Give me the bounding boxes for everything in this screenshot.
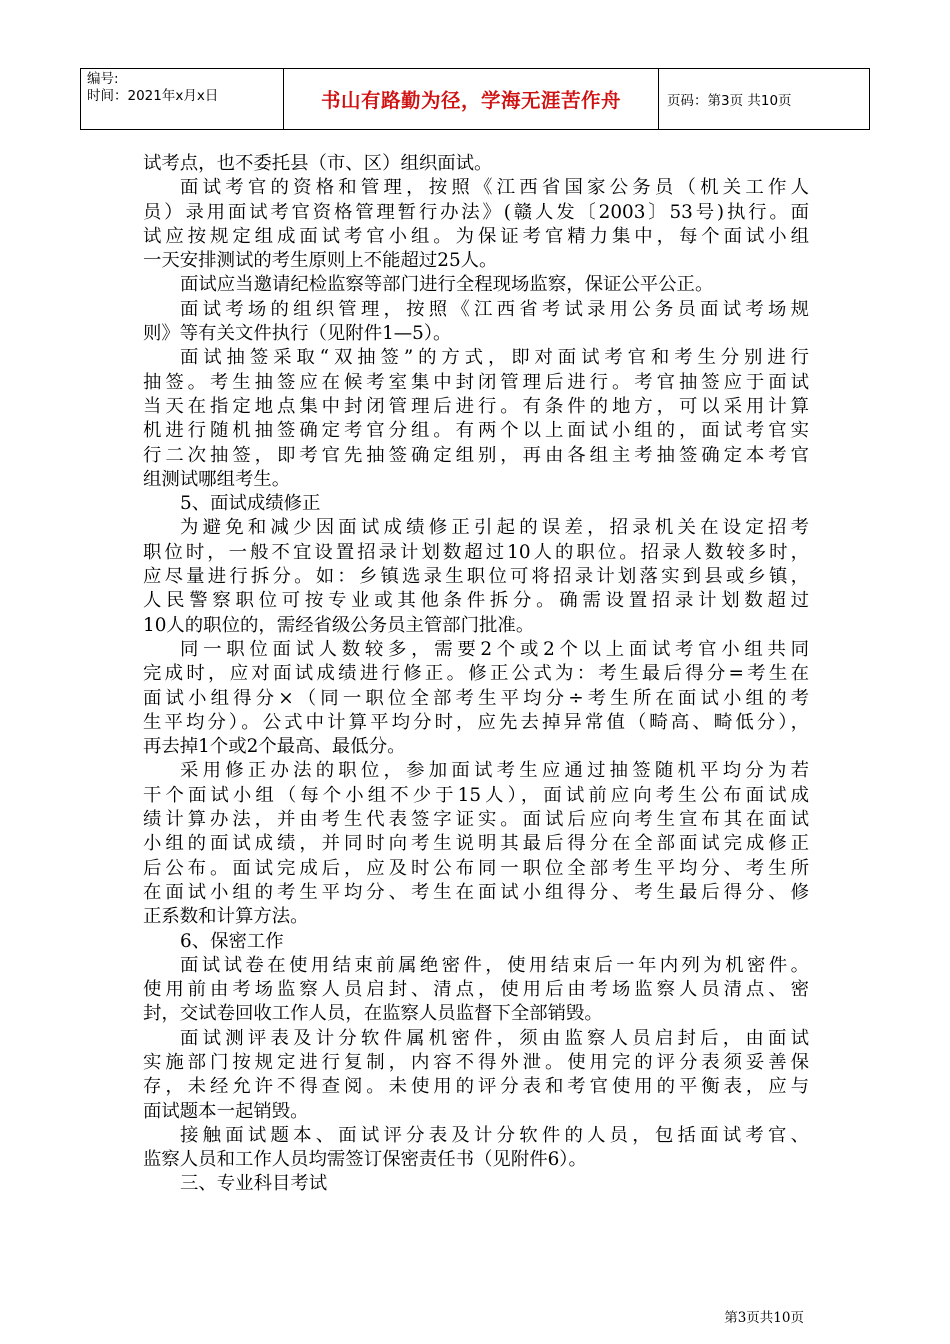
text-line: 绩计算办法，并由考生代表签字证实。面试后应向考生宣布其在面试 (143, 809, 809, 831)
text-line: 试考点，也不委托县（市、区）组织面试。 (143, 153, 493, 174)
page-footer: 第3页共10页 (724, 1310, 804, 1326)
text-line: 干个面试小组（每个小组不少于15人），面试前应向考生公布面试成 (143, 784, 809, 806)
header-meta-cell (81, 69, 284, 129)
text-line: 面试试卷在使用结束前属绝密件，使用结束后一年内列为机密件。 (180, 954, 809, 976)
text-line: 小组的面试成绩，并同时向考生说明其最后得分在全部面试完成修正 (143, 833, 809, 855)
text-line: 面试测评表及计分软件属机密件，须由监察人员启封后，由面试 (180, 1027, 809, 1049)
text-line: 面试考官的资格和管理，按照《江西省国家公务员（机关工作人 (180, 177, 809, 199)
text-line: 当天在指定地点集中封闭管理后进行。有条件的地方，可以采用计算 (143, 395, 809, 417)
text-line: 正系数和计算方法。 (143, 906, 309, 928)
text-line: 完成时，应对面试成绩进行修正。修正公式为：考生最后得分=考生在 (143, 663, 809, 685)
section-heading: 三、专业科目考试 (180, 1173, 328, 1195)
text-line: 面试应当邀请纪检监察等部门进行全程现场监察，保证公平公正。 (180, 274, 714, 296)
text-line: 试应按规定组成面试考官小组。为保证考官精力集中，每个面试小组 (143, 225, 809, 247)
text-line: 一天安排测试的考生原则上不能超过25人。 (143, 250, 498, 272)
text-line: 面试抽签采取“双抽签”的方式，即对面试考官和考生分别进行 (180, 347, 809, 369)
text-line: 面试题本一起销毁。 (143, 1100, 309, 1122)
text-line: 10人的职位的，需经省级公务员主管部门批准。 (143, 614, 535, 636)
text-line: 接触面试题本、面试评分表及计分软件的人员，包括面试考官、 (180, 1124, 809, 1146)
text-line: 存，未经允许不得查阅。未使用的评分表和考官使用的平衡表，应与 (143, 1076, 809, 1098)
text-line: 面试小组得分×（同一职位全部考生平均分÷考生所在面试小组的考 (143, 687, 809, 709)
text-line: 封，交试卷回收工作人员，在监察人员监督下全部销毁。 (143, 1003, 603, 1025)
text-line: 实施部门按规定进行复制，内容不得外泄。使用完的评分表须妥善保 (143, 1051, 809, 1073)
body-text (143, 152, 809, 1197)
text-line: 组测试哪组考生。 (143, 468, 291, 490)
section-heading: 6、保密工作 (180, 930, 284, 952)
text-line: 面试考场的组织管理，按照《江西省考试录用公务员面试考场规 (180, 298, 809, 320)
text-line: 采用修正办法的职位，参加面试考生应通过抽签随机平均分为若 (180, 760, 809, 782)
text-line: 再去掉1个或2个最高、最低分。 (143, 736, 406, 758)
text-line: 职位时，一般不宜设置招录计划数超过10人的职位。招录人数较多时， (143, 541, 809, 563)
text-line: 应尽量进行拆分。如：乡镇选录生职位可将招录计划落实到县或乡镇， (143, 566, 809, 588)
text-line: 同一职位面试人数较多，需要2个或2个以上面试考官小组共同 (180, 638, 809, 660)
text-line: 机进行随机抽签确定考官分组。有两个以上面试小组的，面试考官实 (143, 420, 809, 442)
date-label: 时间：2021年x月x日 (87, 88, 219, 104)
section-heading: 5、面试成绩修正 (180, 493, 321, 515)
header-table (80, 68, 870, 130)
text-line: 行二次抽签，即考官先抽签确定组别，再由各组主考抽签确定本考官 (143, 444, 809, 466)
motto: 书山有路勤为径，学海无涯苦作舟 (284, 69, 659, 129)
text-line: 抽签。考生抽签应在候考室集中封闭管理后进行。考官抽签应于面试 (143, 371, 809, 393)
text-line: 则》等有关文件执行（见附件1—5）。 (143, 323, 452, 345)
text-line: 在面试小组的考生平均分、考生在面试小组得分、考生最后得分、修 (143, 881, 809, 903)
text-line: 生平均分）。公式中计算平均分时，应先去掉异常值（畸高、畸低分）， (143, 711, 809, 733)
page-label: 页码：第3页 共10页 (667, 93, 792, 109)
number-label: 编号: (87, 71, 119, 87)
text-line: 使用前由考场监察人员启封、清点，使用后由考场监察人员清点、密 (143, 979, 809, 1001)
text-line: 监察人员和工作人员均需签订保密责任书（见附件6）。 (143, 1149, 587, 1171)
text-line: 人民警察职位可按专业或其他条件拆分。确需设置招录计划数超过 (143, 590, 809, 612)
text-line: 为避免和减少因面试成绩修正引起的误差，招录机关在设定招考 (180, 517, 809, 539)
text-line: 后公布。面试完成后，应及时公布同一职位全部考生平均分、考生所 (143, 857, 809, 879)
text-line: 员）录用面试考官资格管理暂行办法》(赣人发〔2003〕53号)执行。面 (143, 201, 809, 223)
